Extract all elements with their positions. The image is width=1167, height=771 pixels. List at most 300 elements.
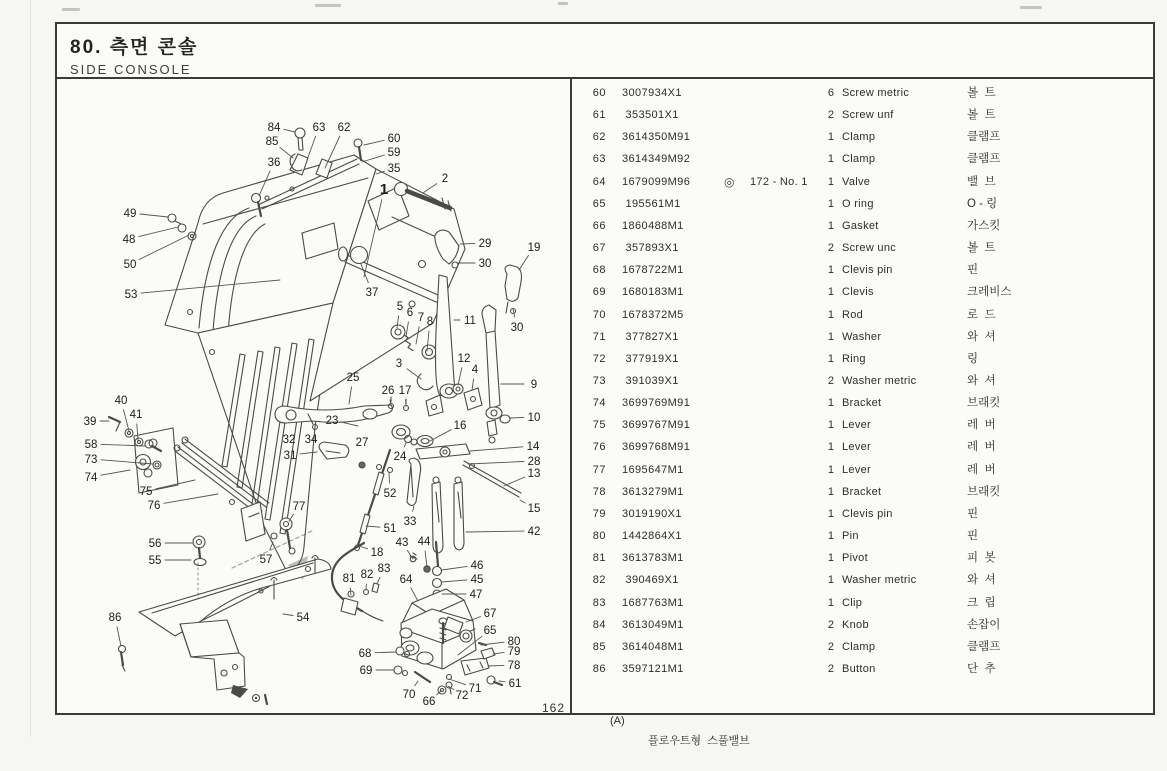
callout-leader-16 — [430, 430, 451, 441]
quantity: 2 — [808, 636, 834, 658]
ref-number: 80 — [578, 525, 606, 547]
callout-leader-44 — [425, 551, 427, 567]
korean-name: 핀 — [967, 259, 978, 281]
description: Lever — [842, 436, 871, 458]
callout-19: 19 — [528, 242, 541, 254]
callout-14: 14 — [527, 441, 540, 453]
callout-43: 43 — [396, 537, 409, 549]
korean-name: 단 추 — [967, 658, 996, 680]
callout-50: 50 — [124, 259, 137, 271]
callout-leader-23 — [342, 422, 358, 426]
callout-75: 75 — [140, 486, 153, 498]
table-row — [572, 525, 1157, 547]
scan-artifact — [558, 2, 568, 5]
paper-fold-line — [30, 0, 31, 737]
part-number: 1678722M1 — [622, 259, 684, 281]
korean-name: 로 드 — [967, 304, 996, 326]
description: Screw metric — [842, 82, 909, 104]
callout-leader-86 — [117, 627, 121, 646]
description: Bracket — [842, 481, 881, 503]
callout-85: 85 — [266, 136, 279, 148]
quantity: 1 — [808, 569, 834, 591]
callout-2: 2 — [442, 173, 448, 185]
callout-61: 61 — [509, 678, 522, 690]
description: Bracket — [842, 392, 881, 414]
korean-name: 가스킷 — [967, 215, 1000, 237]
callout-25: 25 — [347, 372, 360, 384]
callout-57: 57 — [260, 554, 273, 566]
callout-30: 30 — [479, 258, 492, 270]
part-number: 391039X1 — [622, 370, 679, 392]
callout-leader-85 — [280, 147, 293, 158]
callout-63: 63 — [313, 122, 326, 134]
callout-56: 56 — [149, 538, 162, 550]
ref-number: 73 — [578, 370, 606, 392]
quantity: 2 — [808, 658, 834, 680]
part-number: 1860488M1 — [622, 215, 684, 237]
callout-leader-28 — [468, 462, 524, 465]
table-row — [572, 636, 1157, 658]
part-number: 377919X1 — [622, 348, 679, 370]
callout-29: 29 — [479, 238, 492, 250]
callout-78: 78 — [508, 660, 521, 672]
callout-leader-4 — [472, 379, 474, 390]
table-row — [572, 658, 1157, 680]
quantity: 1 — [808, 215, 834, 237]
callout-9: 9 — [531, 379, 537, 391]
ref-number: 72 — [578, 348, 606, 370]
callout-leader-84 — [284, 129, 295, 132]
part-number: 377827X1 — [622, 326, 679, 348]
korean-name: 핀 — [967, 503, 978, 525]
korean-name: 핀 — [967, 525, 978, 547]
description: Clevis pin — [842, 259, 893, 281]
callout-64: 64 — [400, 574, 413, 586]
callout-4: 4 — [472, 364, 479, 376]
callout-41: 41 — [130, 409, 143, 421]
description: Pin — [842, 525, 859, 547]
description: O ring — [842, 193, 874, 215]
callout-24: 24 — [394, 451, 407, 463]
korean-name: 레 버 — [967, 414, 996, 436]
table-row — [572, 259, 1157, 281]
ref-number: 86 — [578, 658, 606, 680]
callout-47: 47 — [470, 589, 483, 601]
callout-leader-63 — [307, 136, 316, 160]
quantity: 2 — [808, 370, 834, 392]
table-row — [572, 614, 1157, 636]
callout-49: 49 — [124, 208, 137, 220]
quantity: 1 — [808, 259, 834, 281]
ref-number: 79 — [578, 503, 606, 525]
reference-mark-icon: ◎ — [724, 171, 734, 193]
callout-leader-14 — [470, 447, 523, 451]
description: Button — [842, 658, 876, 680]
part-number: 3614349M92 — [622, 148, 690, 170]
callout-13: 13 — [528, 468, 541, 480]
callout-69: 69 — [360, 665, 373, 677]
callout-leader-33 — [413, 506, 414, 511]
part-number: 3699768M91 — [622, 436, 690, 458]
table-footnote — [572, 691, 590, 711]
table-row — [572, 503, 1157, 525]
part-number: 353501X1 — [622, 104, 679, 126]
callout-leader-12 — [458, 368, 462, 385]
description: Lever — [842, 459, 871, 481]
callout-leader-15 — [520, 500, 525, 503]
callout-54: 54 — [297, 612, 310, 624]
title-block — [70, 32, 198, 77]
description: Gasket — [842, 215, 879, 237]
control-valve-64 — [400, 589, 476, 669]
ball-37-part — [339, 247, 368, 264]
description: Clamp — [842, 636, 875, 658]
part-number: 1442864X1 — [622, 525, 682, 547]
quantity: 1 — [808, 193, 834, 215]
callout-44: 44 — [418, 536, 431, 548]
korean-name: 클램프 — [967, 126, 1000, 148]
description: Screw unc — [842, 237, 896, 259]
part-number: 1678372M5 — [622, 304, 684, 326]
callout-52: 52 — [384, 488, 397, 500]
table-row — [572, 281, 1157, 303]
footnote-label: (A) — [610, 711, 625, 731]
pivot-12-plate-4 — [453, 384, 482, 410]
korean-name: O - 링 — [967, 193, 997, 215]
callout-51: 51 — [384, 523, 397, 535]
quantity: 1 — [808, 525, 834, 547]
screw-86-part — [119, 646, 126, 672]
callout-1: 1 — [380, 181, 388, 198]
ref-number: 84 — [578, 614, 606, 636]
quantity: 1 — [808, 148, 834, 170]
korean-name: 브래킷 — [967, 481, 1000, 503]
page-number: 162 — [515, 701, 565, 715]
quantity: 2 — [808, 614, 834, 636]
description: Clamp — [842, 148, 875, 170]
callout-62: 62 — [338, 122, 351, 134]
table-row — [572, 392, 1157, 414]
korean-name: 볼 트 — [967, 104, 996, 126]
part-number: 1687763M1 — [622, 592, 684, 614]
table-row — [572, 171, 1157, 193]
callout-72: 72 — [456, 690, 469, 702]
callout-11: 11 — [464, 315, 476, 327]
callout-17: 17 — [399, 385, 412, 397]
table-row — [572, 370, 1157, 392]
callout-leader-78 — [488, 665, 504, 666]
part-number: 1680183M1 — [622, 281, 684, 303]
scan-artifact — [315, 4, 341, 7]
quantity: 1 — [808, 304, 834, 326]
callout-leader-24 — [404, 443, 406, 447]
callout-86: 86 — [109, 612, 122, 624]
quantity: 1 — [808, 414, 834, 436]
callout-77: 77 — [293, 501, 306, 513]
korean-name: 레 버 — [967, 436, 996, 458]
callout-48: 48 — [123, 234, 136, 246]
ref-number: 68 — [578, 259, 606, 281]
page-title: 80. 측면 콘솔 — [70, 32, 198, 59]
callout-6: 6 — [407, 307, 413, 319]
callout-leader-50 — [139, 235, 189, 260]
callout-leader-54 — [283, 614, 293, 616]
callout-71: 71 — [469, 683, 482, 695]
callout-7: 7 — [418, 312, 424, 324]
callout-leader-25 — [349, 387, 352, 404]
callout-15: 15 — [528, 503, 541, 515]
callout-42: 42 — [528, 526, 541, 538]
ref-number: 82 — [578, 569, 606, 591]
description: Washer metric — [842, 370, 916, 392]
callout-36: 36 — [268, 157, 281, 169]
callout-8: 8 — [427, 316, 433, 328]
part-number: 3614048M1 — [622, 636, 684, 658]
description: Clip — [842, 592, 862, 614]
korean-name: 와 셔 — [967, 370, 996, 392]
korean-name: 브래킷 — [967, 392, 1000, 414]
korean-name: 밸 브 — [967, 171, 996, 193]
description: Knob — [842, 614, 869, 636]
korean-name: 볼 트 — [967, 82, 996, 104]
callout-leader-74 — [101, 470, 130, 475]
quantity: 1 — [808, 171, 834, 193]
part-number: 3007934X1 — [622, 82, 682, 104]
callout-leader-60 — [364, 140, 384, 145]
table-row — [572, 326, 1157, 348]
description: Washer metric — [842, 569, 916, 591]
page-border — [55, 22, 1155, 715]
callout-leader-64 — [411, 588, 418, 601]
callout-leader-3 — [407, 369, 421, 379]
table-row — [572, 193, 1157, 215]
quantity: 6 — [808, 82, 834, 104]
ref-number: 85 — [578, 636, 606, 658]
callout-16: 16 — [454, 420, 467, 432]
callout-34: 34 — [305, 434, 318, 446]
korean-name: 클램프 — [967, 148, 1000, 170]
part-number: 3613049M1 — [622, 614, 684, 636]
part-number: 195561M1 — [622, 193, 681, 215]
grip-33-part — [407, 458, 421, 506]
part-number: 3699767M91 — [622, 414, 690, 436]
table-row — [572, 436, 1157, 458]
korean-name: 크 립 — [967, 592, 996, 614]
scan-artifact — [62, 8, 80, 11]
table-row — [572, 237, 1157, 259]
callout-leader-76 — [164, 494, 218, 503]
callout-leader-83 — [377, 577, 380, 584]
callout-79: 79 — [508, 646, 521, 658]
callout-74: 74 — [85, 472, 98, 484]
knob-19-part — [505, 265, 522, 314]
callout-84: 84 — [268, 122, 281, 134]
callout-leader-61 — [499, 681, 505, 682]
description: Rod — [842, 304, 863, 326]
callout-68: 68 — [359, 648, 372, 660]
callout-leader-42 — [466, 531, 524, 532]
korean-name: 와 셔 — [967, 326, 996, 348]
ref-number: 62 — [578, 126, 606, 148]
scan-artifact — [1020, 6, 1042, 9]
callout-leader-68 — [375, 652, 396, 653]
ref-number: 83 — [578, 592, 606, 614]
description: Clevis — [842, 281, 874, 303]
callout-59: 59 — [388, 147, 401, 159]
table-row — [572, 148, 1157, 170]
korean-name: 손잡이 — [967, 614, 1000, 636]
quantity: 2 — [808, 237, 834, 259]
callout-33: 33 — [404, 516, 417, 528]
ref-number: 81 — [578, 547, 606, 569]
korean-name: 레 버 — [967, 459, 996, 481]
callout-82: 82 — [361, 569, 374, 581]
description: Valve — [842, 171, 870, 193]
quantity: 1 — [808, 348, 834, 370]
pins-43-44-parts — [410, 553, 430, 572]
callout-76: 76 — [148, 500, 161, 512]
quantity: 1 — [808, 281, 834, 303]
callout-53: 53 — [125, 289, 138, 301]
part-number: 3614350M91 — [622, 126, 690, 148]
ref-number: 71 — [578, 326, 606, 348]
quantity: 2 — [808, 104, 834, 126]
part-number: 3699769M91 — [622, 392, 690, 414]
quantity: 1 — [808, 459, 834, 481]
callout-27: 27 — [356, 437, 369, 449]
callout-23: 23 — [326, 415, 339, 427]
washer-3-part — [417, 374, 433, 390]
callout-18: 18 — [371, 547, 384, 559]
description: Pivot — [842, 547, 868, 569]
callout-73: 73 — [85, 454, 98, 466]
ref-number: 75 — [578, 414, 606, 436]
table-row — [572, 569, 1157, 591]
parts-table — [572, 79, 1157, 713]
ref-number: 66 — [578, 215, 606, 237]
callout-66: 66 — [423, 696, 436, 708]
callout-55: 55 — [149, 555, 162, 567]
exploded-parts-diagram — [57, 79, 570, 713]
callout-leader-59 — [362, 155, 385, 162]
ref-number: 74 — [578, 392, 606, 414]
callout-32: 32 — [283, 434, 296, 446]
part-number: 3613783M1 — [622, 547, 684, 569]
callout-70: 70 — [403, 689, 416, 701]
callout-5: 5 — [397, 301, 403, 313]
quantity: 1 — [808, 592, 834, 614]
callout-28: 28 — [528, 456, 541, 468]
ref-number: 70 — [578, 304, 606, 326]
ref-number: 67 — [578, 237, 606, 259]
part-number: 3613279M1 — [622, 481, 684, 503]
table-row — [572, 215, 1157, 237]
part-number: 3597121M1 — [622, 658, 684, 680]
table-row — [572, 104, 1157, 126]
ref-number: 76 — [578, 436, 606, 458]
ref-number: 61 — [578, 104, 606, 126]
description: Clamp — [842, 126, 875, 148]
callout-58: 58 — [85, 439, 98, 451]
table-row — [572, 481, 1157, 503]
ref-number: 69 — [578, 281, 606, 303]
table-row — [572, 459, 1157, 481]
callout-45: 45 — [471, 574, 484, 586]
callout-80: 80 — [508, 636, 521, 648]
callout-40: 40 — [115, 395, 128, 407]
korean-name: 클램프 — [967, 636, 1000, 658]
table-row — [572, 414, 1157, 436]
callout-leader-49 — [140, 214, 168, 217]
ref-number: 65 — [578, 193, 606, 215]
korean-name: 볼 트 — [967, 237, 996, 259]
callout-65: 65 — [484, 625, 497, 637]
korean-name: 와 셔 — [967, 569, 996, 591]
callout-30: 30 — [511, 322, 524, 334]
callout-leader-13 — [504, 477, 525, 486]
link-31-part — [319, 442, 349, 459]
page-subtitle: SIDE CONSOLE — [70, 62, 198, 77]
callout-leader-40 — [124, 410, 130, 431]
description: Clevis pin — [842, 503, 893, 525]
table-row — [572, 126, 1157, 148]
callout-leader-45 — [442, 580, 467, 582]
rod-13-part — [463, 461, 521, 497]
elbow-81-82-83 — [341, 583, 383, 621]
part-number: 390469X1 — [622, 569, 679, 591]
callout-leader-51 — [366, 526, 380, 527]
part-number: 1679099M96 — [622, 171, 690, 193]
knob-84-icon — [295, 128, 305, 138]
korean-name: 크레비스 — [967, 281, 1011, 303]
table-row — [572, 592, 1157, 614]
quantity: 1 — [808, 392, 834, 414]
callout-46: 46 — [471, 560, 484, 572]
korean-name: 링 — [967, 348, 978, 370]
description: Lever — [842, 414, 871, 436]
callout-35: 35 — [388, 163, 401, 175]
callout-leader-70 — [415, 681, 418, 686]
table-row — [572, 304, 1157, 326]
callout-26: 26 — [382, 385, 395, 397]
ref-number: 64 — [578, 171, 606, 193]
callout-leader-10 — [510, 417, 524, 418]
callout-leader-48 — [139, 227, 178, 237]
ref-number: 77 — [578, 459, 606, 481]
reference-note: 172 - No. 1 — [750, 171, 808, 193]
callout-31: 31 — [284, 450, 297, 462]
lever-9-part — [482, 305, 510, 443]
quantity: 1 — [808, 436, 834, 458]
callout-37: 37 — [366, 287, 379, 299]
callout-leader-29 — [460, 243, 475, 244]
callout-3: 3 — [396, 358, 402, 370]
quantity: 1 — [808, 547, 834, 569]
part-number: 1695647M1 — [622, 459, 684, 481]
ref-number: 60 — [578, 82, 606, 104]
description: Screw unf — [842, 104, 894, 126]
quantity: 1 — [808, 126, 834, 148]
callout-81: 81 — [343, 573, 356, 585]
callout-67: 67 — [484, 608, 497, 620]
callout-leader-52 — [389, 472, 390, 483]
callout-12: 12 — [458, 353, 471, 365]
table-row — [572, 547, 1157, 569]
ref-number: 63 — [578, 148, 606, 170]
part-number: 357893X1 — [622, 237, 679, 259]
quantity: 1 — [808, 481, 834, 503]
callout-leader-81 — [350, 588, 351, 595]
